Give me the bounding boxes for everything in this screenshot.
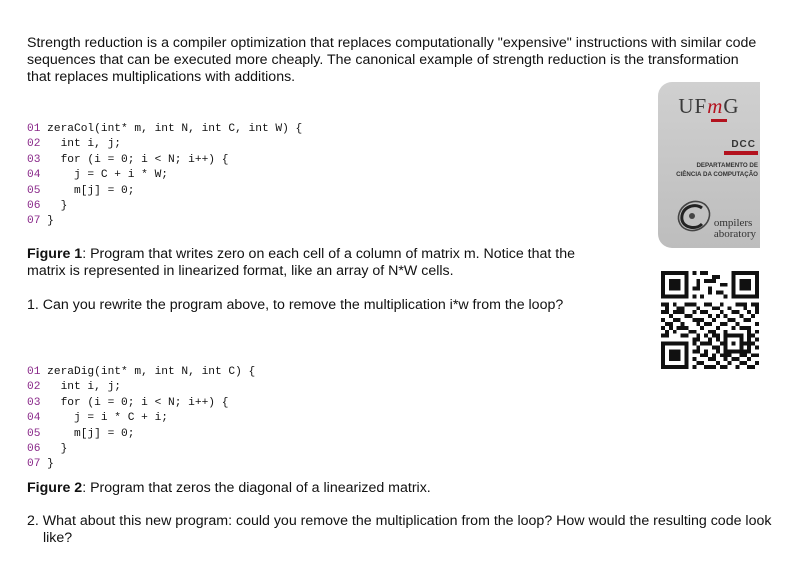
ufmg-logo	[658, 94, 760, 119]
compilers-lab-icon	[672, 194, 716, 238]
line-number: 05	[27, 427, 41, 440]
code-line: }	[40, 215, 54, 228]
intro-paragraph: Strength reduction is a compiler optimization that replaces computationally "expensive" instructions with similar code sequences that can be executed more cheaply. The canonical example of strength reduction is the transformation that replaces multiplications with additions.	[27, 35, 757, 85]
line-number: 01	[27, 366, 41, 378]
ufmg-dcc-logo-card	[658, 82, 760, 248]
ufmg-logo-m: m	[707, 94, 724, 118]
code-line: j = i * C + i;	[40, 412, 168, 425]
line-number: 04	[27, 412, 41, 425]
line-number: 01	[27, 123, 41, 135]
line-number: 02	[27, 381, 41, 394]
code-line: m[j] = 0;	[40, 184, 135, 197]
department-name	[658, 162, 758, 179]
code-line: int i, j;	[40, 381, 122, 394]
ufmg-logo-suffix: G	[723, 94, 740, 118]
figure-2-text: : Program that zeros the diagonal of a linearized matrix.	[82, 480, 431, 496]
code-line: zeraDig(int* m, int N, int C) {	[40, 366, 256, 378]
line-number: 07	[27, 458, 41, 471]
line-number: 03	[27, 153, 41, 166]
code-listing-1	[27, 122, 302, 230]
line-number: 03	[27, 396, 41, 409]
qr-code-icon	[661, 271, 759, 369]
compilers-line-1: ompilers	[713, 217, 753, 229]
code-listing-2	[27, 365, 255, 473]
line-number: 06	[27, 200, 41, 213]
ufmg-logo-prefix: UF	[678, 94, 708, 118]
ufmg-accent-bar	[711, 119, 727, 122]
department-line-2: CIÊNCIA DA COMPUTAÇÃO	[676, 170, 758, 178]
code-line: j = C + i * W;	[40, 169, 168, 182]
line-number: 07	[27, 215, 41, 228]
code-line: for (i = 0; i < N; i++) {	[40, 396, 229, 409]
dcc-accent-bar	[724, 151, 758, 155]
compilers-line-2: aboratory	[713, 228, 756, 240]
code-line: }	[40, 443, 68, 456]
figure-1-caption	[27, 246, 587, 280]
line-number: 06	[27, 443, 41, 456]
code-line: zeraCol(int* m, int N, int C, int W) {	[40, 123, 303, 135]
question-2: 2. What about this new program: could you remove the multiplication from the loop? How would the resulting code look like?	[27, 513, 772, 546]
code-line: for (i = 0; i < N; i++) {	[40, 153, 229, 166]
figure-1-label: Figure 1	[27, 246, 83, 262]
compilers-lab-text	[714, 218, 756, 240]
line-number: 05	[27, 184, 41, 197]
line-number: 02	[27, 138, 41, 151]
line-number: 04	[27, 169, 41, 182]
dcc-logo-text: DCC	[731, 139, 756, 150]
figure-2-label: Figure 2	[27, 480, 83, 496]
code-line: m[j] = 0;	[40, 427, 135, 440]
figure-1-text: : Program that writes zero on each cell of a column of matrix m. Notice that the matrix is represented in linearized format, like an array of N*W cells.	[27, 246, 576, 279]
code-line: }	[40, 458, 54, 471]
code-line: int i, j;	[40, 138, 122, 151]
code-line: }	[40, 200, 68, 213]
department-line-1: DEPARTAMENTO DE	[696, 162, 758, 169]
question-1: 1. Can you rewrite the program above, to remove the multiplication i*w from the loop?	[27, 297, 564, 313]
figure-2-caption	[27, 480, 431, 497]
